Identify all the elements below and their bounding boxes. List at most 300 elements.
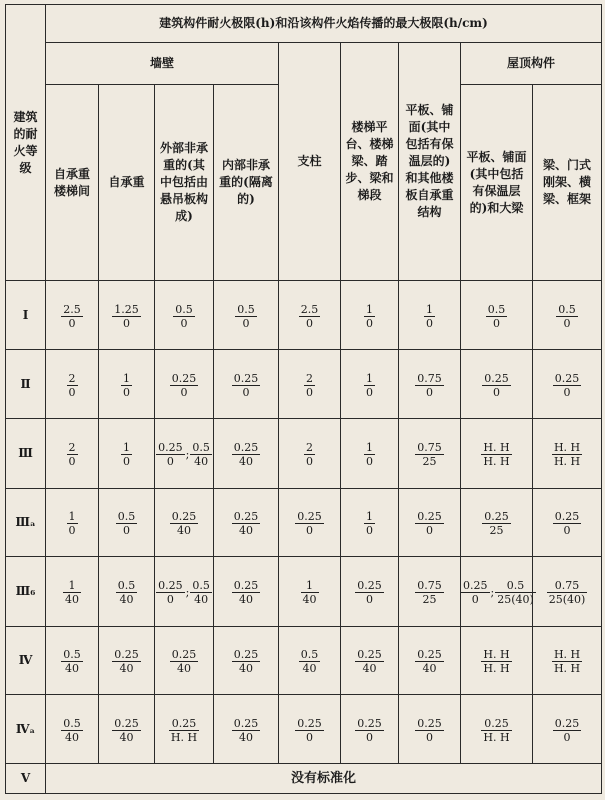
value-cell [461, 627, 533, 695]
fraction-denominator: 0 [242, 316, 250, 330]
fraction-numerator: 1 [123, 441, 130, 454]
grade-cell: Ⅳₐ [6, 695, 46, 764]
fraction-group [67, 510, 78, 537]
fraction-separator: ; [490, 586, 495, 599]
fraction-numerator: 0.25 [233, 441, 259, 454]
grade-cell: Ⅲ [6, 419, 46, 489]
value-cell [533, 695, 602, 764]
value-cell [279, 627, 341, 695]
roof-group-header: 屋顶构件 [461, 43, 602, 85]
fraction-group [170, 648, 199, 675]
fraction-denominator: 0 [68, 524, 76, 537]
value-cell [99, 627, 155, 695]
value-cell [399, 419, 461, 489]
fraction-denominator: 0 [306, 385, 313, 399]
value-cell [46, 281, 99, 350]
fraction-denominator: 0 [426, 730, 433, 744]
value-cell [341, 627, 399, 695]
fraction-denominator: 40 [177, 524, 191, 537]
fraction-denominator: 40 [119, 593, 134, 606]
fraction-group [121, 441, 132, 468]
fraction [304, 372, 315, 399]
fraction-numerator: 0.25 [297, 510, 322, 523]
fraction-group [415, 510, 444, 537]
fraction-denominator: 0 [426, 316, 433, 330]
fraction-denominator: 0 [180, 316, 188, 330]
value-cell [279, 489, 341, 557]
fraction-numerator: 2 [306, 371, 313, 385]
fraction-group [301, 579, 319, 606]
fraction-denominator: 40 [65, 730, 79, 744]
fraction [232, 648, 261, 675]
table-row [6, 419, 602, 489]
fraction-group [304, 441, 315, 468]
value-cell [46, 695, 99, 764]
fraction-group [481, 717, 511, 744]
fraction-group [355, 717, 384, 744]
value-cell [399, 350, 461, 419]
fraction-denominator: 25 [422, 455, 437, 468]
fraction [482, 510, 511, 537]
fraction-group [364, 372, 375, 399]
value-cell [399, 489, 461, 557]
value-cell [341, 350, 399, 419]
fraction-denominator: H. H [170, 730, 198, 744]
fraction-denominator: 0 [123, 524, 130, 537]
fraction [415, 510, 444, 537]
fraction-numerator: 0.25 [484, 510, 509, 523]
fraction-numerator: H. H [483, 648, 510, 661]
fraction-group [169, 717, 199, 744]
value-cell [99, 419, 155, 489]
fraction-denominator: 40 [194, 455, 209, 468]
fraction-denominator: 0 [306, 455, 313, 468]
fraction [67, 372, 78, 399]
fraction [355, 579, 384, 606]
value-cell [99, 489, 155, 557]
fraction-denominator: 0 [563, 385, 571, 399]
fraction-group [121, 372, 132, 399]
value-cell [155, 350, 214, 419]
value-cell [99, 350, 155, 419]
fraction-numerator: 0.25 [233, 579, 259, 592]
fraction [156, 441, 185, 468]
fraction-numerator: 0.5 [117, 510, 136, 523]
fraction-numerator: 0.25 [158, 441, 183, 454]
fraction-denominator: 0 [366, 385, 373, 399]
fraction-denominator: 40 [177, 662, 191, 675]
fraction-denominator: 40 [119, 662, 134, 675]
fraction [304, 441, 315, 468]
grade-cell: Ⅳ [6, 627, 46, 695]
fraction-group [355, 579, 384, 606]
fraction-denominator: H. H [483, 455, 510, 468]
value-cell [533, 419, 602, 489]
fraction-denominator: 40 [302, 662, 317, 675]
fraction-numerator: 0.25 [484, 371, 509, 385]
fraction-denominator: 0 [166, 593, 174, 606]
value-cell [461, 350, 533, 419]
fraction [299, 648, 321, 675]
value-cell [155, 627, 214, 695]
fraction-numerator: 0.25 [417, 510, 442, 523]
col-header-3: 外部非承重的(其中包括由悬吊板构成) [155, 85, 214, 281]
fraction-group [482, 510, 511, 537]
fraction-numerator: 0.25 [114, 648, 139, 661]
value-cell [279, 419, 341, 489]
fraction-group [553, 372, 582, 399]
fraction [169, 717, 199, 744]
fraction-numerator: 0.5 [175, 302, 193, 316]
fraction-denominator: 0 [426, 385, 433, 399]
fraction-numerator: 0.75 [417, 579, 442, 592]
fraction-group [556, 303, 578, 330]
fraction-group [116, 579, 138, 606]
grade-cell: Ⅲₐ [6, 489, 46, 557]
fraction-group [415, 717, 444, 744]
fraction [355, 648, 384, 675]
fraction-denominator: 0 [68, 316, 76, 330]
fraction [112, 717, 141, 744]
value-cell [461, 419, 533, 489]
table-title: 建筑构件耐火极限(h)和沿该构件火焰传播的最大极限(h/cm) [46, 5, 602, 43]
fraction-numerator: 0.5 [495, 579, 536, 593]
fraction [556, 303, 578, 330]
fraction-numerator: 0.25 [114, 716, 139, 730]
fraction-group [170, 510, 199, 537]
col-header-2: 自承重 [99, 85, 155, 281]
fraction-numerator: 0.5 [63, 716, 81, 730]
fraction-denominator: 25(40) [497, 593, 534, 606]
fraction-group [481, 441, 511, 468]
value-cell [214, 695, 279, 764]
fraction-numerator: H. H [553, 441, 581, 454]
value-cell [155, 557, 214, 627]
fraction-denominator: 25(40) [548, 593, 586, 606]
value-cell [533, 489, 602, 557]
fraction [364, 510, 375, 537]
fraction [232, 717, 261, 744]
fraction [415, 441, 444, 468]
fraction-group [232, 717, 261, 744]
wall-group-header: 墙壁 [46, 43, 279, 85]
fraction-denominator: 0 [242, 385, 250, 399]
fraction [61, 717, 83, 744]
fraction-denominator: 0 [306, 524, 313, 537]
fraction-denominator: H. H [483, 730, 510, 744]
fraction-numerator: 1 [63, 579, 81, 593]
fraction-denominator: H. H [553, 455, 581, 468]
fraction [170, 648, 199, 675]
fraction-numerator: 1 [366, 302, 373, 316]
fraction [481, 441, 511, 468]
grade-cell: Ⅲ₆ [6, 557, 46, 627]
fraction-numerator: 0.5 [192, 579, 210, 592]
fraction-group [173, 303, 195, 330]
fraction [232, 510, 261, 537]
fraction-group [552, 441, 582, 468]
fraction-numerator: 0.5 [487, 302, 506, 316]
fraction-group [481, 648, 511, 675]
fraction [301, 579, 319, 606]
fraction-denominator: 40 [422, 662, 437, 675]
fraction-numerator: 1 [68, 510, 76, 523]
fraction-numerator: 1.25 [114, 302, 139, 316]
fraction [415, 717, 444, 744]
table-row [6, 281, 602, 350]
fraction [424, 303, 435, 330]
fraction-numerator: 0.25 [554, 716, 580, 730]
fraction-denominator: 0 [306, 316, 313, 330]
fraction [63, 579, 81, 606]
fraction [355, 717, 384, 744]
fraction [364, 303, 375, 330]
fraction-group [170, 372, 199, 399]
value-cell [461, 695, 533, 764]
fraction [170, 372, 199, 399]
fraction-numerator: 0.75 [417, 441, 442, 454]
fraction [295, 717, 324, 744]
fraction-group [415, 579, 444, 606]
fraction [481, 717, 511, 744]
fraction [232, 579, 261, 606]
fraction-numerator: 0.25 [417, 648, 442, 661]
fraction-numerator: 2.5 [300, 302, 319, 316]
fraction-denominator: 0 [306, 730, 313, 744]
value-cell [99, 557, 155, 627]
value-cell [533, 281, 602, 350]
value-cell [279, 557, 341, 627]
value-cell [99, 281, 155, 350]
value-cell [46, 627, 99, 695]
fraction-denominator: 0 [180, 385, 188, 399]
fraction-group [67, 441, 78, 468]
fraction [547, 579, 588, 606]
fraction-group [67, 372, 78, 399]
fraction [156, 579, 185, 606]
fraction-group [232, 441, 261, 468]
fraction-group [61, 648, 83, 675]
col-header-5: 支柱 [279, 43, 341, 281]
fraction-numerator: 0.5 [300, 648, 319, 661]
value-cell [46, 419, 99, 489]
fraction-denominator: 0 [366, 316, 373, 330]
fraction-numerator: 1 [426, 302, 433, 316]
grade-cell-v: Ⅴ [6, 764, 46, 794]
fraction-denominator: 0 [563, 316, 571, 330]
fraction-denominator: 0 [563, 524, 571, 537]
fraction [299, 303, 321, 330]
value-cell [279, 350, 341, 419]
value-cell [214, 489, 279, 557]
fraction-group [304, 372, 315, 399]
fraction [415, 579, 444, 606]
value-cell [341, 695, 399, 764]
fraction [486, 303, 508, 330]
value-cell [155, 419, 214, 489]
fraction-denominator: 0 [68, 455, 76, 468]
fraction [415, 648, 444, 675]
fraction-group [61, 717, 83, 744]
col-header-1: 自承重楼梯间 [46, 85, 99, 281]
fraction-group [482, 372, 511, 399]
value-cell [214, 419, 279, 489]
col-header-8: 平板、铺面(其中包括有保温层的)和大梁 [461, 85, 533, 281]
fraction [481, 648, 511, 675]
fraction-group [156, 579, 212, 606]
fraction-denominator: 40 [119, 730, 134, 744]
fraction [61, 303, 83, 330]
value-cell [214, 557, 279, 627]
fraction-numerator: 1 [366, 441, 373, 454]
grade-cell: Ⅱ [6, 350, 46, 419]
fraction-denominator: 40 [239, 524, 253, 537]
fraction-denominator: H. H [483, 662, 510, 675]
fraction-numerator: 2.5 [63, 302, 81, 316]
fraction-group [553, 510, 582, 537]
fraction-separator: ; [185, 586, 190, 599]
fraction-denominator: 0 [123, 385, 130, 399]
fraction [121, 372, 132, 399]
value-cell [279, 281, 341, 350]
fraction-numerator: 0.75 [547, 579, 588, 593]
fraction-numerator: 0.25 [171, 371, 197, 385]
fraction-denominator: 25 [489, 524, 504, 537]
fraction-group [547, 579, 588, 606]
fraction-denominator: 0 [166, 455, 174, 468]
value-cell [399, 627, 461, 695]
value-cell [341, 557, 399, 627]
fraction-group [424, 303, 435, 330]
fraction-denominator: 0 [471, 593, 479, 606]
fraction-group [415, 441, 444, 468]
fraction [415, 372, 444, 399]
value-cell [461, 281, 533, 350]
fraction-denominator: 40 [65, 593, 79, 606]
fraction-denominator: 0 [123, 316, 130, 330]
fraction-denominator: 0 [123, 455, 130, 468]
fraction-denominator: 40 [362, 662, 377, 675]
value-cell [214, 627, 279, 695]
fraction [116, 579, 138, 606]
value-cell [99, 695, 155, 764]
fraction [553, 510, 582, 537]
value-cell [533, 627, 602, 695]
value-cell [399, 281, 461, 350]
fraction-numerator: 0.25 [158, 579, 183, 592]
fraction-numerator: 1 [366, 371, 373, 385]
fraction-numerator: 2 [68, 371, 76, 385]
fraction-numerator: 0.25 [233, 648, 259, 661]
value-cell [46, 557, 99, 627]
fraction [552, 648, 582, 675]
fraction-denominator: 40 [239, 662, 253, 675]
fraction-denominator: 0 [366, 455, 373, 468]
fraction-group [364, 303, 375, 330]
fraction-separator: ; [185, 448, 190, 461]
value-cell [341, 419, 399, 489]
value-cell [155, 281, 214, 350]
not-standardized-cell: 没有标准化 [46, 764, 602, 794]
fraction-numerator: H. H [553, 648, 581, 661]
fraction-denominator: 0 [68, 385, 76, 399]
fraction-denominator: 0 [366, 593, 373, 606]
value-cell [399, 695, 461, 764]
fraction-group [112, 648, 141, 675]
value-cell [46, 489, 99, 557]
value-cell [533, 557, 602, 627]
fraction-numerator: 0.5 [63, 648, 81, 661]
fraction-group [63, 579, 81, 606]
fraction [553, 372, 582, 399]
fraction-numerator: 0.25 [233, 371, 259, 385]
fraction-group [364, 510, 375, 537]
fraction-group [232, 372, 261, 399]
fraction-numerator: 1 [123, 371, 130, 385]
table-row [6, 627, 602, 695]
fraction-numerator: 0.25 [297, 716, 322, 730]
fraction-group [553, 717, 582, 744]
fraction-group [61, 303, 83, 330]
fraction-group [295, 510, 324, 537]
value-cell [46, 350, 99, 419]
table-row [6, 350, 602, 419]
fraction-numerator: 2 [306, 441, 313, 454]
grade-header [6, 5, 46, 281]
fraction-numerator: 1 [366, 510, 373, 523]
fraction [116, 510, 138, 537]
fraction-group [461, 579, 536, 606]
col-header-9: 梁、门式刚架、横梁、框架 [533, 85, 602, 281]
fraction-denominator: 0 [426, 524, 433, 537]
fraction-denominator: 40 [239, 455, 253, 468]
fraction-group [116, 510, 138, 537]
fraction [121, 441, 132, 468]
fraction [482, 372, 511, 399]
fraction-denominator: 40 [239, 730, 253, 744]
col-header-7: 平板、铺面(其中包括有保温层的)和其他楼板自承重结构 [399, 43, 461, 281]
fraction-numerator: 0.25 [233, 716, 259, 730]
fraction-numerator: 0.25 [171, 648, 197, 661]
fraction [364, 441, 375, 468]
fraction-group [486, 303, 508, 330]
fraction-numerator: 0.5 [192, 441, 210, 454]
value-cell [399, 557, 461, 627]
fraction [232, 441, 261, 468]
fraction-group [156, 441, 212, 468]
value-cell [214, 350, 279, 419]
fraction-numerator: 0.25 [171, 510, 197, 523]
fraction-group [299, 648, 321, 675]
fraction-denominator: 40 [239, 593, 253, 606]
fraction-numerator: 0.25 [554, 510, 580, 523]
fraction-group [112, 717, 141, 744]
fraction-numerator: 0.5 [117, 579, 136, 592]
fraction [232, 372, 261, 399]
fraction [61, 648, 83, 675]
table-row [6, 489, 602, 557]
fraction [173, 303, 195, 330]
fraction-group [364, 441, 375, 468]
fraction-numerator: 0.25 [481, 717, 511, 731]
fraction-numerator: 0.25 [357, 648, 382, 661]
fraction-numerator: 2 [68, 441, 76, 454]
col-header-6: 楼梯平台、楼梯梁、踏步、梁和梯段 [341, 43, 399, 281]
fraction-denominator: H. H [553, 662, 581, 675]
fraction-group [299, 303, 321, 330]
fraction-numerator: 0.25 [357, 579, 382, 592]
value-cell [533, 350, 602, 419]
